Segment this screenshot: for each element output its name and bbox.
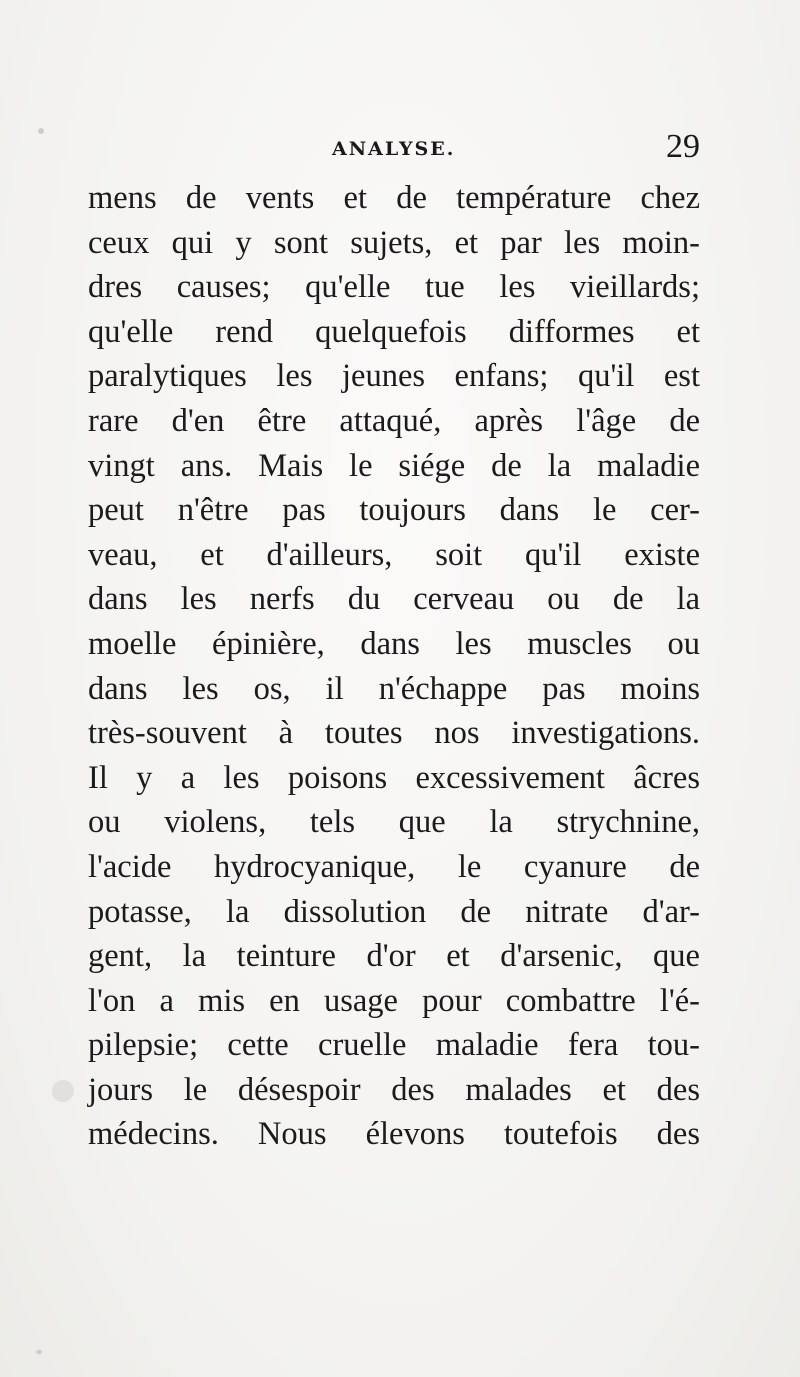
text-line: qu'elle rend quelquefois difformes et xyxy=(88,313,700,350)
text-line: dans les os, il n'échappe pas moins xyxy=(88,670,700,707)
body-text xyxy=(88,176,700,1157)
text-line: très-souvent à toutes nos investigations. xyxy=(88,715,700,752)
text-line: moelle épinière, dans les muscles ou xyxy=(88,625,700,662)
text-line: paralytiques les jeunes enfans; qu'il est xyxy=(88,358,700,395)
text-line: veau, et d'ailleurs, soit qu'il existe xyxy=(88,536,700,573)
text-line: rare d'en être attaqué, après l'âge de xyxy=(88,402,700,439)
text-line: dans les nerfs du cerveau ou de la xyxy=(88,581,700,618)
text-line: jours le désespoir des malades et des xyxy=(88,1071,700,1108)
page-number: 29 xyxy=(666,128,700,165)
paper-speck xyxy=(52,1080,74,1102)
paper-speck xyxy=(38,128,44,134)
paper-speck xyxy=(36,1350,42,1354)
page-header xyxy=(88,128,700,172)
text-line: ou violens, tels que la strychnine, xyxy=(88,804,700,841)
text-line: vingt ans. Mais le siége de la maladie xyxy=(88,447,700,484)
text-line: gent, la teinture d'or et d'arsenic, que xyxy=(88,938,700,975)
text-line: potasse, la dissolution de nitrate d'ar- xyxy=(88,893,700,930)
text-line: Il y a les poisons excessivement âcres xyxy=(88,759,700,796)
text-line: médecins. Nous élevons toutefois des xyxy=(88,1116,700,1153)
text-line: l'acide hydrocyanique, le cyanure de xyxy=(88,848,700,885)
text-line: mens de vents et de température chez xyxy=(88,180,700,216)
text-line: pilepsie; cette cruelle maladie fera tou- xyxy=(88,1027,700,1064)
text-line: l'on a mis en usage pour combattre l'é- xyxy=(88,982,700,1019)
running-head: ANALYSE. xyxy=(332,138,456,160)
text-line: ceux qui y sont sujets, et par les moin- xyxy=(88,224,700,261)
text-line: peut n'être pas toujours dans le cer- xyxy=(88,492,700,529)
text-line: dres causes; qu'elle tue les vieillards; xyxy=(88,269,700,306)
